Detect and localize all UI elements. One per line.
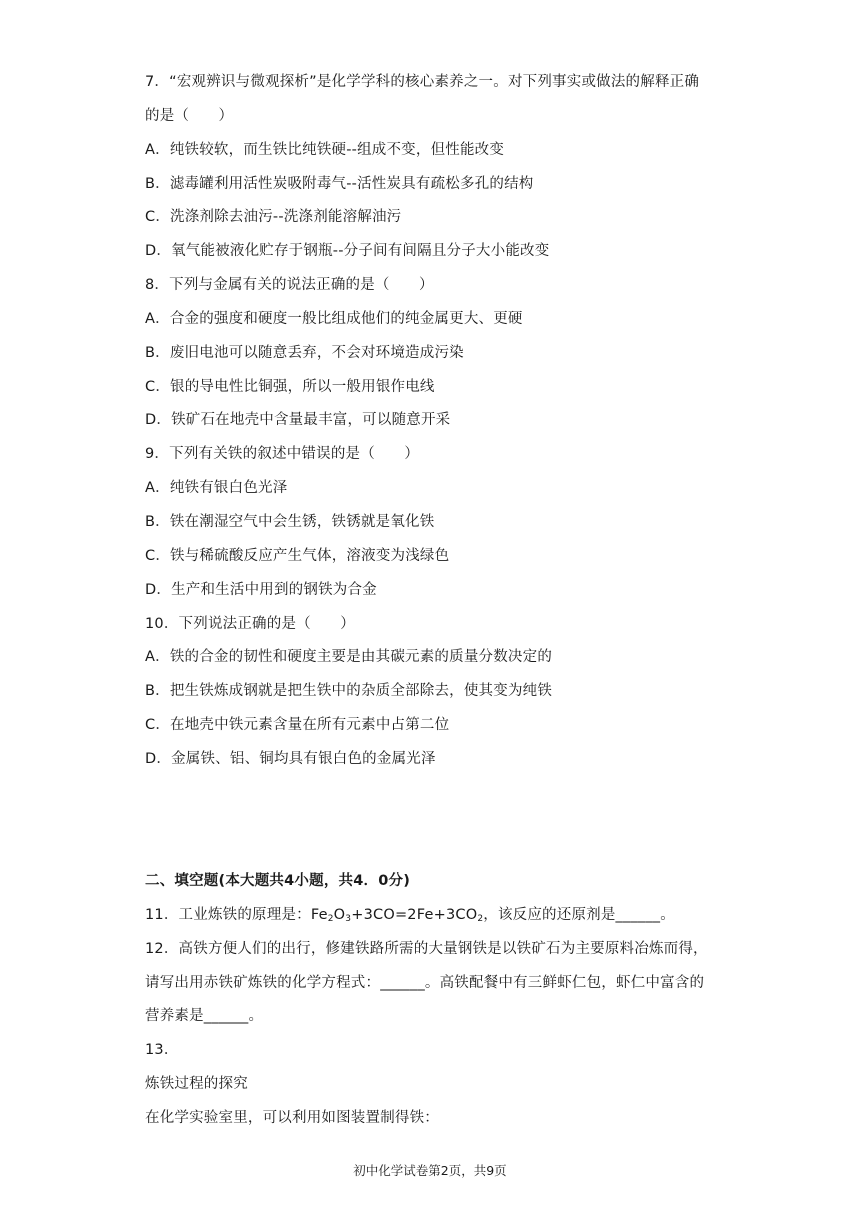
q11-prefix: 11．工业炼铁的原理是： [145, 907, 311, 923]
q12-line3: 营养素是______。 [145, 1008, 264, 1024]
q13-line2: 在化学实验室里，可以利用如图装置制得铁： [145, 1110, 439, 1126]
q7-stem-line2: 的是（ ） [145, 108, 234, 124]
q9-option-a: A．纯铁有银白色光泽 [145, 480, 288, 496]
q13-number: 13． [145, 1042, 179, 1058]
q11-text [145, 905, 675, 925]
q7-stem-line1: 7．“宏观辨识与微观探析”是化学学科的核心素养之一。对下列事实或做法的解释正确 [145, 74, 700, 90]
q11-formula-sub2: 2 [327, 914, 334, 924]
q8-option-d: D．铁矿石在地壳中含量最丰富，可以随意开采 [145, 412, 451, 428]
q11-formula-mid: +3CO=2Fe+3CO [351, 907, 478, 923]
q10-stem: 10．下列说法正确的是（ ） [145, 616, 355, 632]
q11-formula-sub-co2: 2 [477, 914, 484, 924]
q9-option-c: C．铁与稀硫酸反应产生气体，溶液变为浅绿色 [145, 548, 450, 564]
q11-formula-fe: Fe [310, 907, 328, 923]
q11-formula-sub3: 3 [345, 914, 352, 924]
q10-option-d: D．金属铁、铝、铜均具有银白色的金属光泽 [145, 751, 436, 767]
q8-option-b: B．废旧电池可以随意丢弃，不会对环境造成污染 [145, 345, 464, 361]
q12-line1: 12．高铁方便人们的出行，修建铁路所需的大量钢铁是以铁矿石为主要原料冶炼而得， [145, 941, 708, 957]
section2-heading: 二、填空题(本大题共4小题，共4．0分) [145, 873, 411, 889]
page-footer: 初中化学试卷第2页，共9页 [353, 1163, 507, 1178]
q10-option-c: C．在地壳中铁元素含量在所有元素中占第二位 [145, 717, 450, 733]
q9-option-d: D．生产和生活中用到的钢铁为合金 [145, 582, 377, 598]
q8-option-a: A．合金的强度和硬度一般比组成他们的纯金属更大、更硬 [145, 311, 523, 327]
q13-line1: 炼铁过程的探究 [145, 1076, 248, 1092]
q9-option-b: B．铁在潮湿空气中会生锈，铁锈就是氧化铁 [145, 514, 435, 530]
q10-option-a: A．铁的合金的韧性和硬度主要是由其碳元素的质量分数决定的 [145, 649, 553, 665]
q8-option-c: C．银的导电性比铜强，所以一般用银作电线 [145, 379, 435, 395]
q7-option-c: C．洗涤剂除去油污--洗涤剂能溶解油污 [145, 209, 402, 225]
q8-stem: 8．下列与金属有关的说法正确的是（ ） [145, 277, 434, 293]
q7-option-d: D．氧气能被液化贮存于钢瓶--分子间有间隔且分子大小能改变 [145, 243, 550, 259]
q10-option-b: B．把生铁炼成钢就是把生铁中的杂质全部除去，使其变为纯铁 [145, 683, 553, 699]
q9-stem: 9．下列有关铁的叙述中错误的是（ ） [145, 446, 420, 462]
q11-formula-o: O [333, 907, 346, 923]
q7-option-a: A．纯铁较软，而生铁比纯铁硬--组成不变，但性能改变 [145, 142, 505, 158]
q7-option-b: B．滤毒罐利用活性炭吸附毒气--活性炭具有疏松多孔的结构 [145, 176, 534, 192]
q11-suffix: ，该反应的还原剂是______。 [483, 907, 675, 923]
q12-line2: 请写出用赤铁矿炼铁的化学方程式：______。高铁配餐中有三鲜虾仁包，虾仁中富含的 [145, 975, 705, 991]
